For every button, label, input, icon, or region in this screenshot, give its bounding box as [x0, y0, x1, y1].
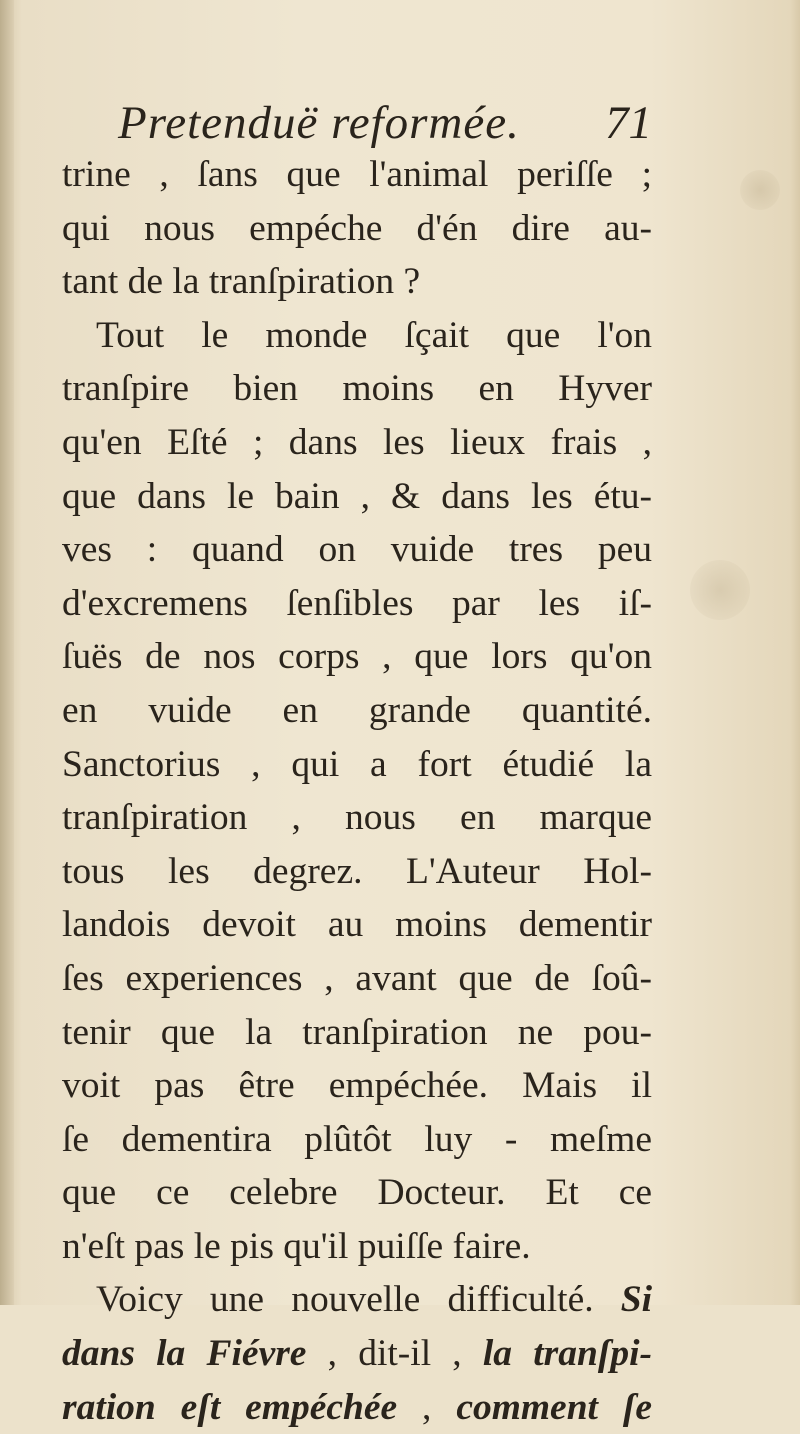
- text-line: Sanctorius , qui a fort étudié la: [62, 743, 652, 785]
- paper-stain: [740, 170, 780, 210]
- italic-quote: ration eſt empéchée: [62, 1386, 398, 1428]
- running-header: [118, 96, 658, 156]
- text-line: voit pas être empéchée. Mais il: [62, 1065, 652, 1107]
- text-line: ves : quand on vuide tres peu: [62, 529, 652, 571]
- paper-stain: [690, 560, 750, 620]
- text-line: [62, 1327, 652, 1381]
- text-line: tranſpiration , nous en marque: [62, 797, 652, 839]
- paragraph-start-line: [62, 1273, 652, 1327]
- text-line: en vuide en grande quantité.: [62, 689, 652, 731]
- page-number: 71: [605, 97, 652, 149]
- text-line: trine , ſans que l'animal periſſe ;: [62, 154, 652, 195]
- italic-quote: la tranſpi-: [482, 1333, 652, 1375]
- text-line: que ce celebre Docteur. Et ce: [62, 1172, 652, 1214]
- text-line: tranſpire bien moins en Hyver: [62, 368, 652, 410]
- text-line: n'eſt pas le pis qu'il puiſſe faire.: [62, 1225, 531, 1267]
- text-line: [62, 1381, 652, 1434]
- text-line: que dans le bain , & dans les étu-: [62, 475, 652, 517]
- text-line: ſes experiences , avant que de ſoû-: [62, 957, 652, 999]
- running-title: Pretenduë reformée.: [118, 97, 520, 149]
- body-text: [62, 148, 652, 1434]
- text-line: qu'en Eſté ; dans les lieux frais ,: [62, 421, 652, 463]
- text-roman: ,: [422, 1386, 432, 1428]
- text-line: qui nous empéche d'én dire au-: [62, 207, 652, 249]
- text-line: ſe dementira plûtôt luy - meſme: [62, 1118, 652, 1160]
- text-line: ſuës de nos corps , que lors qu'on: [62, 636, 652, 678]
- page-gutter: [0, 0, 14, 1305]
- paragraph-start-line: Tout le monde ſçait que l'on: [96, 314, 652, 356]
- italic-quote: comment ſe: [456, 1386, 653, 1428]
- text-line: d'excremens ſenſibles par les iſ-: [62, 582, 652, 624]
- text-line: tenir que la tranſpiration ne pou-: [62, 1011, 652, 1053]
- text-roman: , dit-il ,: [327, 1333, 462, 1375]
- text-line: tant de la tranſpiration ?: [62, 261, 421, 303]
- italic-quote: dans la Fiévre: [62, 1333, 307, 1375]
- text-line: landois devoit au moins dementir: [62, 904, 652, 946]
- text-line-roman: Voicy une nouvelle difficulté.: [96, 1279, 594, 1321]
- italic-quote: Si: [620, 1279, 652, 1321]
- text-line: tous les degrez. L'Auteur Hol-: [62, 850, 652, 892]
